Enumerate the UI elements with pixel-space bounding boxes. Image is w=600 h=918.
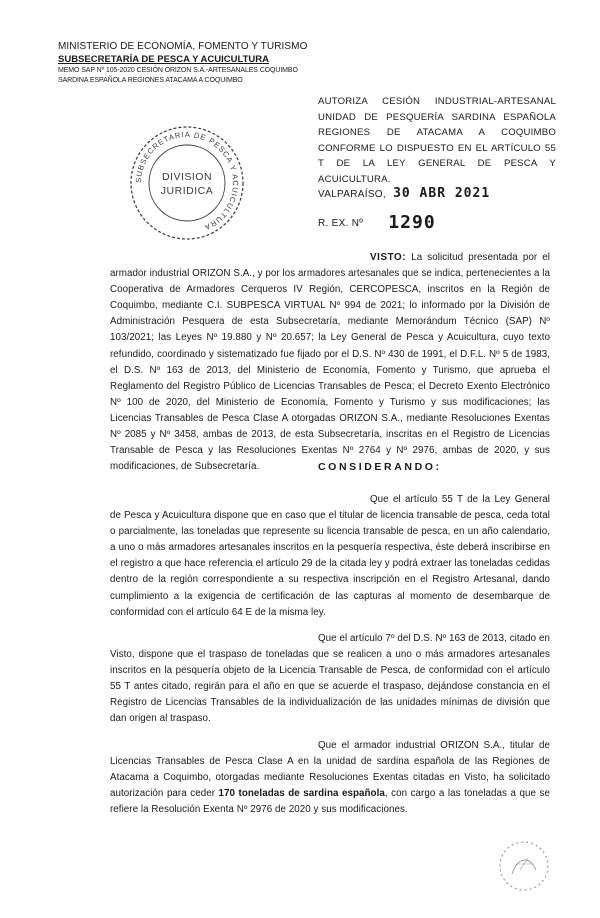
- seal-mark: [494, 836, 554, 896]
- considerando-paragraph-2: Que el artículo 7º del D.S. Nº 163 de 2013, citado en Visto, dispone que el traspaso de toneladas que se realicen a uno o más armadores artesanales inscritos en la pesquería objeto de la Licencia Transable de Pesca, de conformidad con el artículo 55 T antes citado, regirán para el año en que se acuerde el traspaso, dejándose constancia en el Registro de Licencias Transables de la individualización de las unidades mínimas de división que dan origen al traspaso.: [110, 633, 550, 725]
- paragraph-3-tonnage: 170 toneladas de sardina española: [218, 788, 385, 800]
- memo-reference-line-1: MEMO SAP Nº 105-2020 CESIÓN ORIZON S.A.-ARTESANALES COQUIMBO: [58, 67, 298, 74]
- memo-reference-line-2: SARDINA ESPAÑOLA REGIONES ATACAMA A COQUIMBO: [58, 77, 243, 84]
- considerando-paragraph-3: [110, 738, 550, 818]
- resolution-label: R. EX. Nº: [318, 218, 364, 229]
- ministry-name: MINISTERIO DE ECONOMÍA, FOMENTO Y TURISMO: [58, 41, 308, 52]
- visto-label: VISTO:: [370, 252, 407, 263]
- undersecretariat-name: SUBSECRETARÍA DE PESCA Y ACUICULTURA: [58, 54, 269, 65]
- considerando-heading: CONSIDERANDO:: [318, 461, 442, 473]
- considerando-paragraph-1: Que el artículo 55 T de la Ley General de Pesca y Acuicultura dispone que en caso que el titular de licencia transable de pesca, ceda total o parcialmente, las toneladas que represente su licencia transable de pesca, en un año calendario, a uno o más armadores artesanales inscritos en la pesquería respectiva, éste deberá inscribirse en el registro a que hace referencia el artículo 29 de la citada ley y podrá extraer las toneladas cedidas dentro de la región correspondiente a su respectiva inscripción en el Registro Artesanal, dando cumplimiento a la exigencia de certificación de las capturas al momento de desembarque de conformidad con el artículo 64 E de la misma ley.: [110, 494, 550, 618]
- paragraph-3-text-start: Que el armador industrial ORIZON S.A., titular de Licencias Transables de Pesca Clase A en la unidad de sardina española de las Regiones de Atacama a Coquimbo, otorgadas mediante Resoluciones Exentas citadas en Visto, ha solicitado autorización para ceder: [110, 740, 550, 800]
- stamp-ring-text: SUBSECRETARIA DE PESCA Y ACUICULTURA: [133, 129, 241, 233]
- visto-text: La solicitud presentada por el armador industrial ORIZON S.A., y por los armadores artesanales que se indica, pertenecientes a la Cooperativa de Armadores Cerqueros IV Región, CERCOPESCA, inscritos en la Región de Coquimbo, mediante C.I. SUBPESCA VIRTUAL Nº 994 de 2021; lo informado por la División de Administración Pesquera de esta Subsecretaría, mediante Memorándum Técnico (SAP) Nº 103/2021; las Leyes Nº 19.880 y Nº 20.657; la Ley General de Pesca y Acuicultura, cuyo texto refundido, coordinado y sistematizado fue fijado por el D.S. Nº 430 de 1991, el D.F.L. Nº 5 de 1983, el D.S. Nº 163 de 2013, del Ministerio de Economía, Fomento y Turismo, que aprueba el Reglamento del Registro Público de Licencias Transables de Pesca; el Decreto Exento Electrónico Nº 100 de 2020, del Ministerio de Economía, Fomento y Turismo y sus modificaciones; las Licencias Transables de Pesca Clase A otorgadas ORIZON S.A., mediante Resoluciones Exentas Nº 2085 y Nº 3458, ambas de 2013, de esta Subsecretaría, inscritas en el Registro de Licencias Transable de Pesca y las Resoluciones Exentas Nº 2764 y Nº 2976, ambas de 2020, y sus modificaciones, de Subsecretaría.: [110, 252, 550, 473]
- place-date-line: [318, 186, 490, 201]
- resolution-number-line: [318, 212, 436, 233]
- resolution-date: 30 ABR 2021: [393, 186, 491, 201]
- resolution-subject: AUTORIZA CESIÓN INDUSTRIAL-ARTESANAL UNIDAD DE PESQUERÍA SARDINA ESPAÑOLA REGIONES DE ATACAMA A COQUIMBO CONFORME LO DISPUESTO EN EL ARTÍCULO 55 T DE LA LEY GENERAL DE PESCA Y ACUICULTURA.: [318, 96, 556, 185]
- resolution-number: 1290: [388, 212, 436, 233]
- letterhead: [58, 40, 318, 86]
- paragraph-3-text-end: , con cargo a las toneladas a que se refiere la Resolución Exenta Nº 2976 de 2020 y sus modificaciones.: [110, 788, 550, 816]
- stamp-line-1: DIVISION: [161, 171, 213, 183]
- place-label: VALPARAÍSO,: [318, 189, 386, 200]
- visto-paragraph: [110, 250, 550, 475]
- stamp-line-2: JURIDICA: [160, 185, 214, 197]
- division-juridica-stamp: [128, 124, 246, 242]
